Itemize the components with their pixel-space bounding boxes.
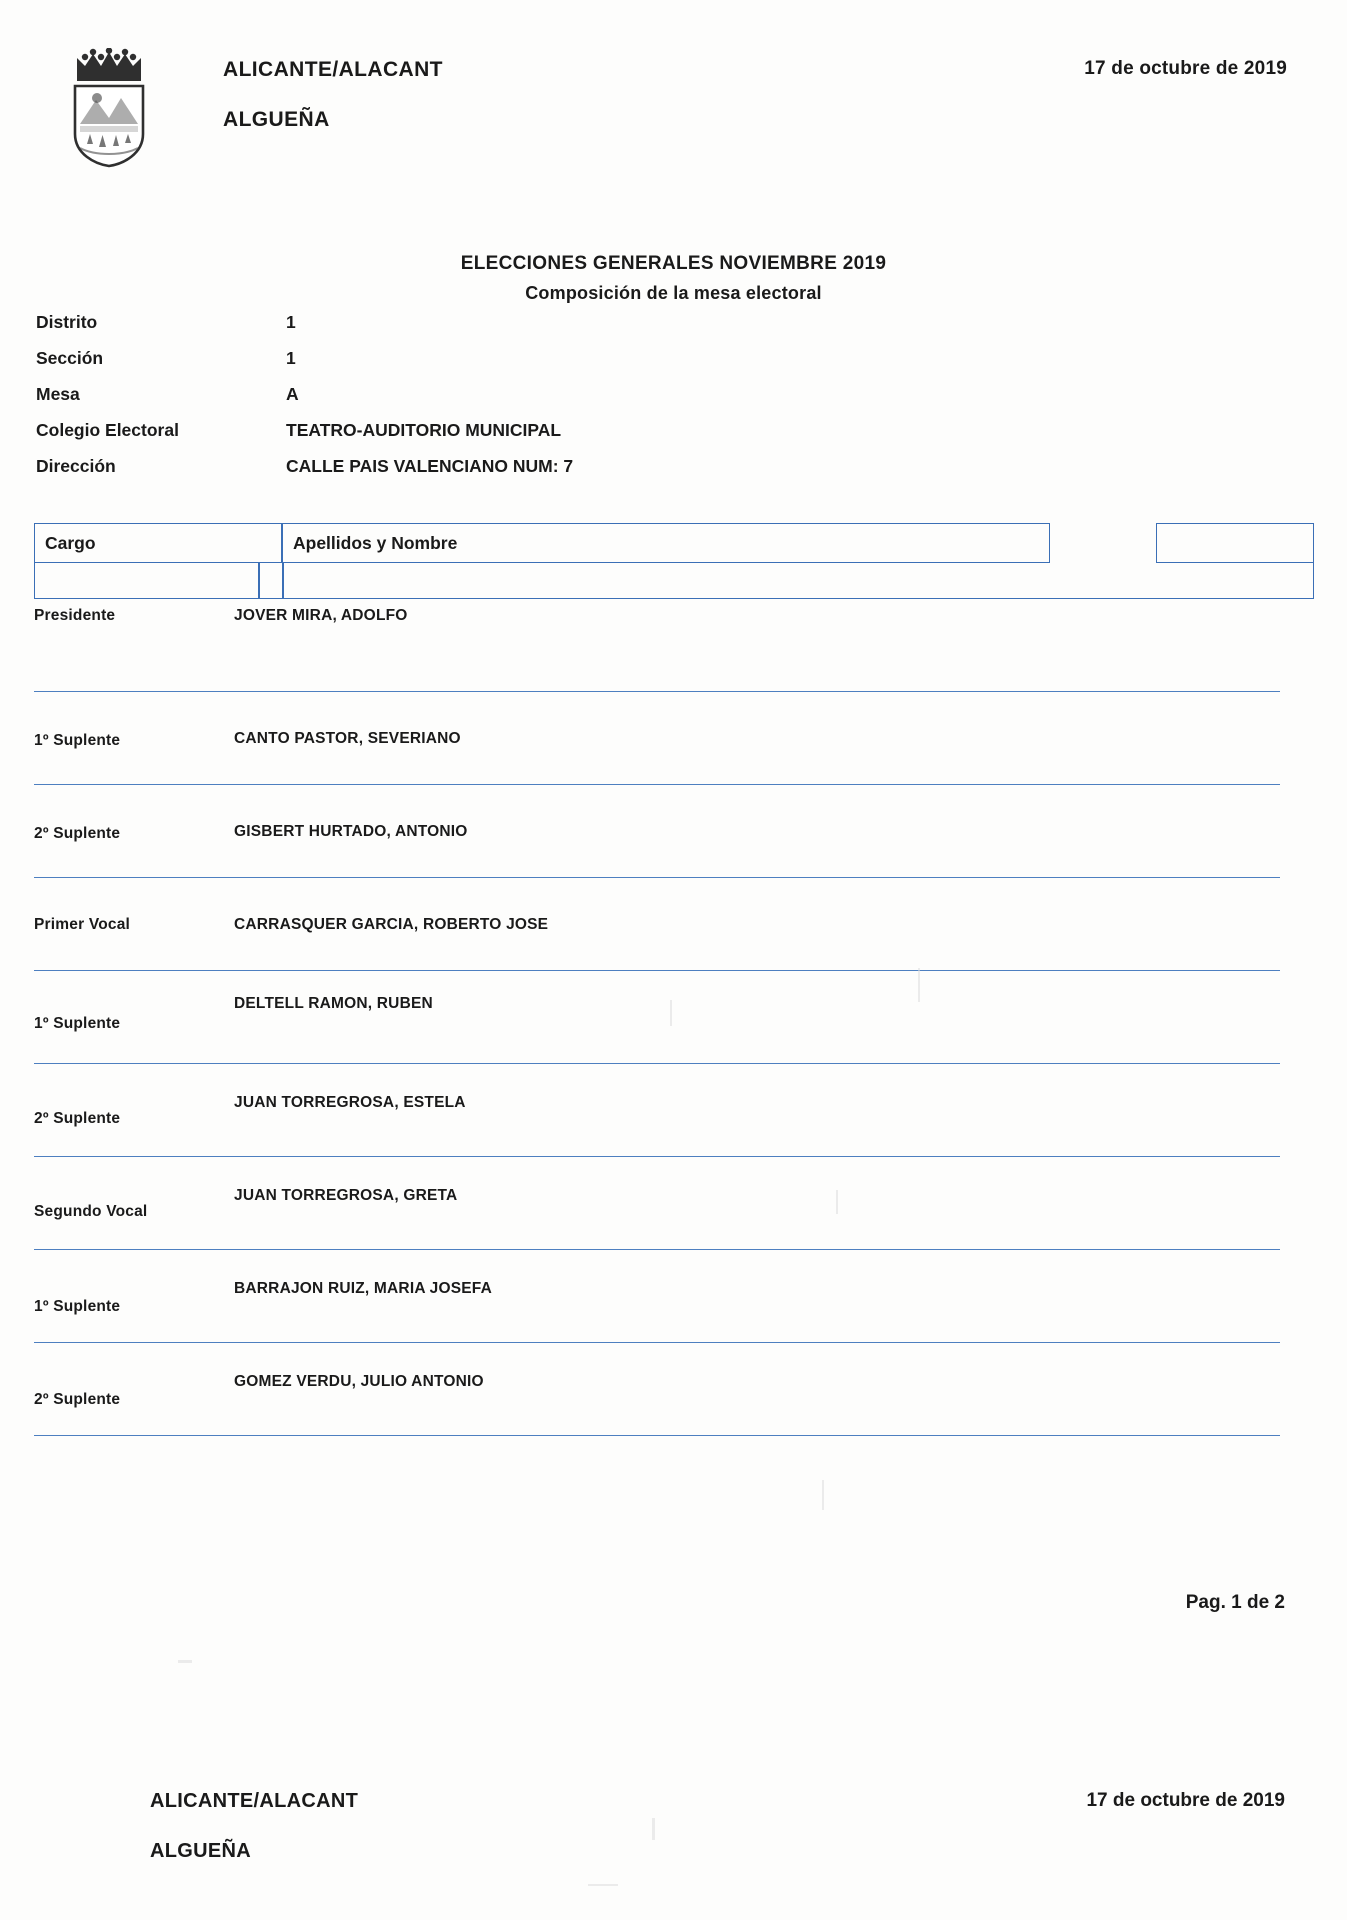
meta-row-seccion: [36, 348, 1036, 384]
row-nombre: JOVER MIRA, ADOLFO: [234, 607, 408, 624]
scan-artifact: [670, 1000, 672, 1026]
row-nombre: CARRASQUER GARCIA, ROBERTO JOSE: [234, 916, 549, 933]
table-row: [34, 1157, 1280, 1250]
table-col-blank-1: [1050, 523, 1156, 563]
row-nombre: JUAN TORREGROSA, ESTELA: [234, 1094, 466, 1111]
footer-date: 17 de octubre de 2019: [1086, 1790, 1285, 1811]
header-date: 17 de octubre de 2019: [1084, 58, 1287, 79]
table-row: [34, 1250, 1280, 1343]
table-row: [34, 1343, 1280, 1436]
meta-row-distrito: [36, 312, 1036, 348]
table-row: [34, 971, 1280, 1064]
row-cargo: Segundo Vocal: [34, 1203, 148, 1220]
meta-row-colegio: [36, 420, 1036, 456]
meta-label-direccion: Dirección: [36, 456, 116, 476]
page-title: ELECCIONES GENERALES NOVIEMBRE 2019: [460, 253, 887, 274]
table-head-divider-b: [258, 563, 260, 599]
row-cargo: 1º Suplente: [34, 1298, 121, 1315]
meta-label-distrito: Distrito: [36, 312, 98, 332]
row-nombre: CANTO PASTOR, SEVERIANO: [234, 730, 461, 747]
row-nombre: GISBERT HURTADO, ANTONIO: [234, 823, 468, 840]
scan-artifact: [918, 968, 920, 1002]
page-number: Pag. 1 de 2: [1185, 1592, 1285, 1613]
mesa-table-header: [34, 523, 1314, 583]
meta-row-mesa: [36, 384, 1036, 420]
table-head-secondary-row: [34, 563, 1314, 599]
row-nombre: BARRAJON RUIZ, MARIA JOSEFA: [234, 1280, 493, 1297]
page-subtitle: Composición de la mesa electoral: [525, 283, 822, 303]
scan-artifact: [178, 1660, 192, 1663]
meta-value-seccion: 1: [286, 348, 296, 368]
table-col-cargo-label: Cargo: [45, 533, 96, 553]
table-row: [34, 878, 1280, 971]
scan-artifact: [822, 1480, 824, 1510]
scan-artifact: [836, 1190, 838, 1214]
table-row: [34, 785, 1280, 878]
footer-municipality: ALGUEÑA: [150, 1840, 251, 1862]
scan-artifact: [588, 1884, 618, 1886]
table-head-divider-a: [282, 563, 284, 599]
coat-of-arms-icon: [63, 48, 155, 168]
document-header: [60, 46, 1287, 176]
table-row: [34, 692, 1280, 785]
row-cargo: 1º Suplente: [34, 1015, 121, 1032]
table-col-cargo: [34, 523, 282, 563]
footer-province: ALICANTE/ALACANT: [150, 1790, 359, 1812]
meta-value-mesa: A: [286, 384, 299, 404]
row-cargo: 2º Suplente: [34, 1391, 121, 1408]
header-province: ALICANTE/ALACANT: [223, 58, 443, 81]
row-nombre: DELTELL RAMON, RUBEN: [234, 995, 433, 1012]
header-municipality: ALGUEÑA: [223, 108, 330, 131]
table-col-nombre-label: Apellidos y Nombre: [293, 533, 458, 553]
meta-value-colegio: TEATRO-AUDITORIO MUNICIPAL: [286, 420, 562, 440]
row-cargo: 2º Suplente: [34, 825, 121, 842]
table-row: [34, 599, 1280, 692]
meta-value-direccion: CALLE PAIS VALENCIANO NUM: 7: [286, 456, 574, 476]
meta-label-seccion: Sección: [36, 348, 104, 368]
table-row: [34, 1064, 1280, 1157]
scan-artifact: [652, 1818, 655, 1840]
row-nombre: JUAN TORREGROSA, GRETA: [234, 1187, 458, 1204]
meta-fields: [36, 312, 1036, 492]
row-cargo: 1º Suplente: [34, 732, 121, 749]
meta-value-distrito: 1: [286, 312, 296, 332]
table-col-blank-2: [1156, 523, 1314, 563]
meta-row-direccion: [36, 456, 1036, 492]
row-nombre: GOMEZ VERDU, JULIO ANTONIO: [234, 1373, 484, 1390]
row-cargo: Presidente: [34, 607, 116, 624]
meta-label-mesa: Mesa: [36, 384, 80, 404]
table-col-nombre: [282, 523, 1050, 563]
row-cargo: Primer Vocal: [34, 916, 131, 933]
row-cargo: 2º Suplente: [34, 1110, 121, 1127]
table-head: [34, 523, 1314, 583]
document-footer: [150, 1790, 1285, 1910]
mesa-table-rows: [34, 599, 1280, 1436]
meta-label-colegio: Colegio Electoral: [36, 420, 179, 440]
